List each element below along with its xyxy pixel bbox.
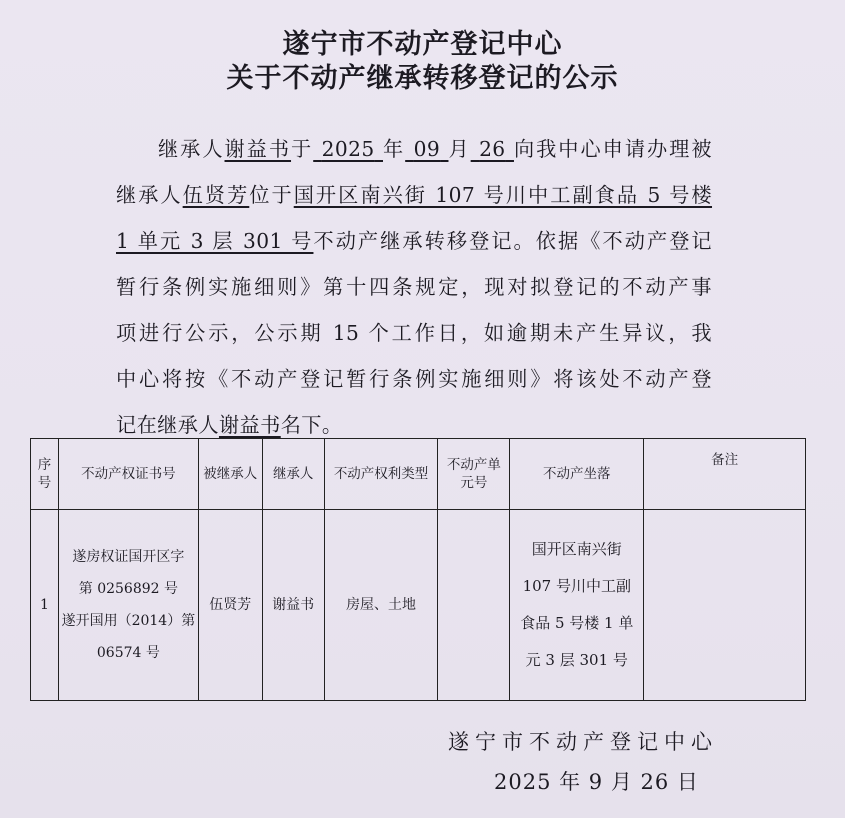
cell-remark bbox=[644, 510, 806, 701]
property-table bbox=[30, 438, 806, 701]
notice-line-4: 暂行条例实施细则》第十四条规定，现对拟登记的不动产事 bbox=[116, 275, 712, 299]
header-cert: 不动产权证书号 bbox=[58, 439, 198, 510]
text-yu: 于 bbox=[291, 137, 314, 161]
text-located: 位于 bbox=[249, 183, 294, 207]
text-apply: 向我中心申请办理被 bbox=[513, 137, 712, 161]
notice-line-2 bbox=[116, 172, 712, 218]
text-register-suffix: 名下。 bbox=[280, 413, 343, 437]
cell-heir: 谢益书 bbox=[262, 510, 324, 701]
cell-unit bbox=[438, 510, 510, 701]
text-register-prefix: 记在继承人 bbox=[116, 413, 219, 437]
header-deceased: 被继承人 bbox=[198, 439, 262, 510]
header-location: 不动产坐落 bbox=[510, 439, 644, 510]
cell-location: 国开区南兴街 107 号川中工副 食品 5 号楼 1 单 元 3 层 301 号 bbox=[510, 510, 644, 701]
cell-right-type: 房屋、土地 bbox=[324, 510, 438, 701]
document-subtitle: 关于不动产继承转移登记的公示 bbox=[226, 63, 619, 94]
month-label: 月 bbox=[448, 137, 471, 161]
cell-deceased: 伍贤芳 bbox=[198, 510, 262, 701]
text-deceased-prefix: 继承人 bbox=[116, 183, 183, 207]
cell-cert: 遂房权证国开区字 第 0256892 号 遂开国用（2014）第 06574 号 bbox=[58, 510, 198, 701]
apply-day: 26 bbox=[479, 137, 506, 161]
notice-line-3 bbox=[116, 218, 712, 264]
table-row bbox=[31, 510, 806, 701]
header-right-type: 不动产权利类型 bbox=[324, 439, 438, 510]
header-unit: 不动产单 元号 bbox=[438, 439, 510, 510]
text-basis: 不动产继承转移登记。依据《不动产登记 bbox=[313, 229, 713, 253]
notice-line-5: 项进行公示，公示期 15 个工作日，如逾期未产生异议，我 bbox=[116, 321, 712, 345]
document-title: 遂宁市不动产登记中心 bbox=[282, 29, 563, 60]
issue-date: 2025 年 9 月 26 日 bbox=[494, 770, 699, 794]
heir-name: 谢益书 bbox=[224, 137, 292, 161]
issuing-organization: 遂宁市不动产登记中心 bbox=[448, 730, 718, 754]
property-address-1: 国开区南兴街 107 号川中工副食品 5 号楼 bbox=[293, 183, 713, 207]
year-label: 年 bbox=[383, 137, 406, 161]
property-address-2: 1 单元 3 层 301 号 bbox=[116, 229, 314, 253]
notice-line-6: 中心将按《不动产登记暂行条例实施细则》将该处不动产登 bbox=[116, 367, 712, 391]
header-seq: 序 号 bbox=[31, 439, 59, 510]
deceased-name: 伍贤芳 bbox=[182, 183, 250, 207]
apply-year: 2025 bbox=[321, 137, 375, 161]
notice-body bbox=[116, 126, 712, 448]
text-heir-prefix: 继承人 bbox=[158, 137, 225, 161]
table-header-row bbox=[31, 439, 806, 510]
header-remark: 备注 bbox=[644, 439, 806, 510]
notice-line-1 bbox=[116, 126, 712, 172]
heir-name-2: 谢益书 bbox=[218, 413, 281, 437]
header-heir: 继承人 bbox=[262, 439, 324, 510]
cell-seq: 1 bbox=[31, 510, 59, 701]
apply-month: 09 bbox=[413, 137, 441, 161]
